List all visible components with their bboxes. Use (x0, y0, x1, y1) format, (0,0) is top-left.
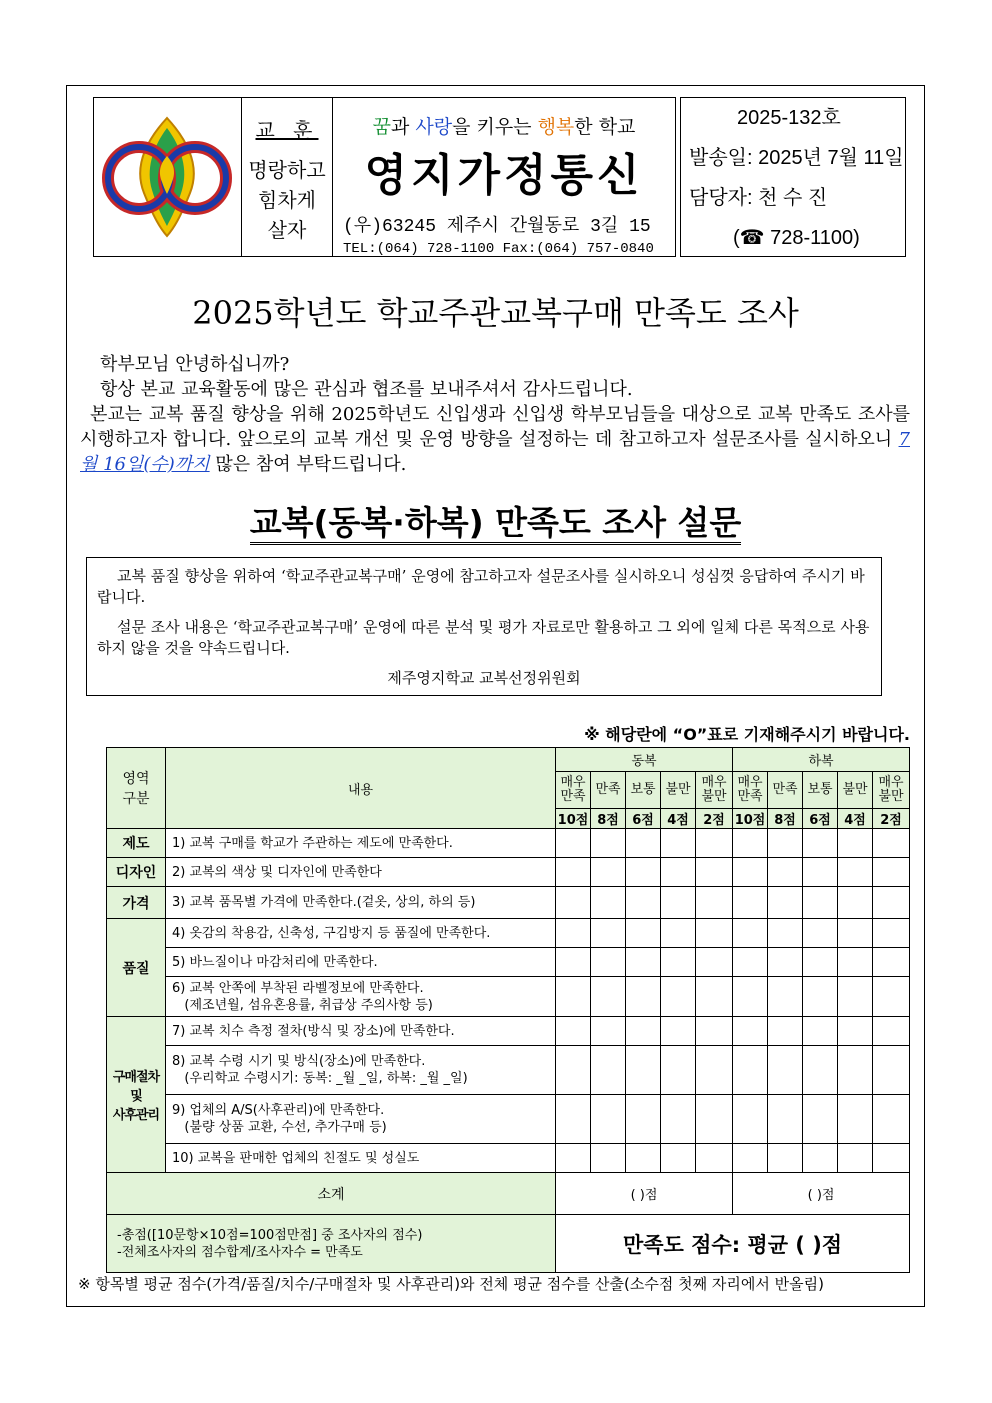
school-tel-fax: TEL:(064) 728-1100 Fax:(064) 757-0840 (343, 241, 654, 257)
answer-cell[interactable] (626, 919, 661, 948)
motto-line: 힘차게 (258, 188, 316, 212)
newsletter-header (93, 97, 676, 257)
table-row (107, 1017, 910, 1046)
answer-cell[interactable] (838, 1046, 873, 1095)
answer-cell[interactable] (661, 829, 696, 858)
answer-cell[interactable] (591, 919, 626, 948)
answer-cell[interactable] (873, 977, 910, 1017)
category-label: 디자인 (107, 858, 166, 887)
school-slogan: 꿈과 사랑을 키우는 행복한 학교 (372, 116, 636, 138)
table-row (107, 977, 910, 1017)
answer-cell[interactable] (591, 977, 626, 1017)
answer-cell[interactable] (696, 1144, 733, 1173)
answer-cell[interactable] (838, 1144, 873, 1173)
notice-paragraph: 설문 조사 내용은 ‘학교주관교복구매’ 운영에 따른 분석 및 평가 자료로만 활용하고 그 외에 일체 다른 목적으로 사용하지 않을 것을 약속드립니다. (97, 618, 870, 657)
answer-cell[interactable] (873, 948, 910, 977)
area-header: 영역 구분 (107, 748, 166, 829)
issue-number: 2025-132호 (737, 107, 841, 129)
answer-cell[interactable] (838, 1017, 873, 1046)
answer-cell[interactable] (768, 977, 803, 1017)
question: 10) 교복을 판매한 업체의 친절도 및 성실도 (166, 1144, 556, 1173)
school-logo (94, 98, 242, 256)
answer-cell[interactable] (696, 948, 733, 977)
answer-cell[interactable] (696, 1017, 733, 1046)
answer-cell[interactable] (838, 919, 873, 948)
notice-signature: 제주영지학교 교복선정위원회 (387, 669, 581, 687)
greeting: 학부모님 안녕하십니까? (100, 354, 290, 375)
answer-cell[interactable] (626, 977, 661, 1017)
table-row (107, 887, 910, 919)
answer-cell[interactable] (768, 948, 803, 977)
scale-header: 불만 (661, 772, 696, 809)
scale-header: 보통 (626, 772, 661, 809)
answer-cell[interactable] (873, 1144, 910, 1173)
subtotal-label: 소계 (107, 1173, 556, 1215)
table-row (107, 858, 910, 887)
subtotal-row (107, 1173, 910, 1215)
answer-cell[interactable] (768, 858, 803, 887)
intro-text (80, 352, 910, 477)
points-header: 2점 (873, 809, 910, 829)
table-row (107, 1095, 910, 1144)
answer-cell[interactable] (591, 948, 626, 977)
notice-paragraph: 교복 품질 향상을 위하여 ‘학교주관교복구매’ 운영에 참고하고자 설문조사를 실시하오니 성심껏 응답하여 주시기 바랍니다. (97, 567, 865, 606)
answer-cell[interactable] (873, 1095, 910, 1144)
answer-cell[interactable] (803, 1095, 838, 1144)
answer-cell[interactable] (591, 1046, 626, 1095)
answer-cell[interactable] (696, 977, 733, 1017)
answer-cell[interactable] (873, 1017, 910, 1046)
intro-body: 본교는 교복 품질 향상을 위해 2025학년도 신입생과 신입생 학부모님들을 대상으로 교복 만족도 조사를 시행하고자 합니다. 앞으로의 교복 개선 및 운영 방향을 설정하는 데 참고하고자 설문조사를 실시하오니 7월 16일(수)까지 많은 참여 부탁드립니다. (80, 404, 910, 475)
table-row (107, 919, 910, 948)
answer-cell[interactable] (696, 919, 733, 948)
answer-cell[interactable] (661, 977, 696, 1017)
answer-cell[interactable] (838, 858, 873, 887)
answer-cell[interactable] (733, 1046, 768, 1095)
points-header: 8점 (768, 809, 803, 829)
scale-header: 매우 만족 (556, 772, 591, 809)
answer-cell[interactable] (556, 829, 591, 858)
answer-cell[interactable] (626, 1095, 661, 1144)
answer-cell[interactable] (661, 948, 696, 977)
survey-notice (86, 557, 882, 696)
answer-cell[interactable] (591, 1144, 626, 1173)
answer-cell[interactable] (661, 887, 696, 919)
answer-cell[interactable] (556, 1046, 591, 1095)
contact-person: 담당자: 천 수 진 (689, 187, 828, 209)
winter-header: 동복 (556, 748, 733, 772)
points-header: 10점 (556, 809, 591, 829)
table-row (107, 829, 910, 858)
survey-table (106, 747, 910, 1273)
school-motto (242, 98, 333, 256)
question: 1) 교복 구매를 학교가 주관하는 제도에 만족한다. (166, 829, 556, 858)
answer-cell[interactable] (803, 977, 838, 1017)
question: 7) 교복 치수 측정 절차(방식 및 장소)에 만족한다. (166, 1017, 556, 1046)
page-title: 2025학년도 학교주관교복구매 만족도 조사 (192, 294, 799, 332)
answer-cell[interactable] (626, 1017, 661, 1046)
answer-cell[interactable] (838, 887, 873, 919)
question: 6) 교복 안쪽에 부착된 라벨정보에 만족한다. (제조년월, 섬유혼용률, 취급상 주의사항 등) (166, 977, 556, 1017)
school-address: (우)63245 제주시 간월동로 3길 15 (343, 217, 651, 237)
answer-cell[interactable] (768, 1144, 803, 1173)
scale-header: 만족 (768, 772, 803, 809)
answer-cell[interactable] (733, 1017, 768, 1046)
subtotal-winter[interactable]: ( )점 (556, 1173, 733, 1215)
answer-cell[interactable] (838, 1095, 873, 1144)
answer-cell[interactable] (661, 1144, 696, 1173)
answer-cell[interactable] (803, 919, 838, 948)
answer-cell[interactable] (696, 829, 733, 858)
answer-cell[interactable] (626, 1046, 661, 1095)
answer-cell[interactable] (873, 1046, 910, 1095)
question: 5) 바느질이나 마감처리에 만족한다. (166, 948, 556, 977)
answer-cell[interactable] (803, 948, 838, 977)
answer-cell[interactable] (661, 1095, 696, 1144)
answer-cell[interactable] (733, 1144, 768, 1173)
table-row (107, 948, 910, 977)
answer-cell[interactable] (768, 887, 803, 919)
answer-cell[interactable] (626, 858, 661, 887)
answer-cell[interactable] (626, 887, 661, 919)
answer-cell[interactable] (873, 829, 910, 858)
answer-cell[interactable] (556, 887, 591, 919)
issue-info (680, 97, 906, 257)
answer-cell[interactable] (838, 977, 873, 1017)
answer-cell[interactable] (803, 887, 838, 919)
scale-header: 매우 불만 (873, 772, 910, 809)
answer-cell[interactable] (733, 1095, 768, 1144)
issue-date: 발송일: 2025년 7월 11일 (689, 147, 904, 169)
points-header: 10점 (733, 809, 768, 829)
scale-header: 매우 불만 (696, 772, 733, 809)
scale-header: 만족 (591, 772, 626, 809)
satisfaction-score[interactable]: 만족도 점수: 평균 ( )점 (556, 1215, 910, 1273)
answer-cell[interactable] (556, 1095, 591, 1144)
category-label: 구매절차 및 사후관리 (107, 1017, 166, 1173)
scale-header: 불만 (838, 772, 873, 809)
answer-cell[interactable] (556, 919, 591, 948)
summer-header: 하복 (733, 748, 910, 772)
answer-cell[interactable] (696, 858, 733, 887)
answer-cell[interactable] (803, 858, 838, 887)
deadline: 7월 16일(수)까지 (80, 429, 910, 475)
answer-cell[interactable] (733, 858, 768, 887)
category-label: 품질 (107, 919, 166, 1017)
answer-cell[interactable] (768, 919, 803, 948)
answer-cell[interactable] (733, 977, 768, 1017)
answer-cell[interactable] (556, 1144, 591, 1173)
thanks: 항상 본교 교육활동에 많은 관심과 협조를 보내주셔서 감사드립니다. (100, 379, 633, 400)
score-row (107, 1215, 910, 1273)
answer-cell[interactable] (661, 919, 696, 948)
survey-title: 교복(동복·하복) 만족도 조사 설문 (66, 497, 925, 544)
question: 8) 교복 수령 시기 및 방식(장소)에 만족한다. (우리학교 수령시기: 동복: _월 _일, 하복: _월 _일) (166, 1046, 556, 1095)
category-label: 가격 (107, 887, 166, 919)
answer-cell[interactable] (733, 829, 768, 858)
question: 3) 교복 품목별 가격에 만족한다.(겉옷, 상의, 하의 등) (166, 887, 556, 919)
answer-cell[interactable] (803, 829, 838, 858)
answer-cell[interactable] (768, 1095, 803, 1144)
question: 4) 옷감의 착용감, 신축성, 구김방지 등 품질에 만족한다. (166, 919, 556, 948)
answer-cell[interactable] (661, 1046, 696, 1095)
answer-cell[interactable] (873, 887, 910, 919)
table-row (107, 1144, 910, 1173)
answer-cell[interactable] (873, 858, 910, 887)
scale-header: 보통 (803, 772, 838, 809)
answer-cell[interactable] (591, 887, 626, 919)
answer-cell[interactable] (803, 1017, 838, 1046)
points-header: 2점 (696, 809, 733, 829)
answer-cell[interactable] (768, 829, 803, 858)
answer-cell[interactable] (696, 1046, 733, 1095)
motto-line: 살자 (267, 218, 307, 242)
header-center (333, 98, 675, 256)
answer-cell[interactable] (626, 1144, 661, 1173)
answer-cell[interactable] (556, 858, 591, 887)
motto-title: 교 훈 (255, 118, 319, 142)
answer-cell[interactable] (591, 829, 626, 858)
points-header: 4점 (838, 809, 873, 829)
subtotal-summer[interactable]: ( )점 (733, 1173, 910, 1215)
scale-header: 매우 만족 (733, 772, 768, 809)
answer-cell[interactable] (873, 919, 910, 948)
answer-cell[interactable] (696, 887, 733, 919)
answer-cell[interactable] (661, 858, 696, 887)
answer-cell[interactable] (591, 858, 626, 887)
calculation-note: -총점([10문항×10점=100점만점] 중 조사자의 점수) -전체조사자의 점수합계/조사자수 = 만족도 (107, 1215, 556, 1273)
answer-cell[interactable] (591, 1095, 626, 1144)
motto-line: 명랑하고 (248, 158, 326, 182)
category-label: 제도 (107, 829, 166, 858)
question: 2) 교복의 색상 및 디자인에 만족한다 (166, 858, 556, 887)
answer-cell[interactable] (768, 1046, 803, 1095)
answer-cell[interactable] (556, 1017, 591, 1046)
question: 9) 업체의 A/S(사후관리)에 만족한다. (불량 상품 교환, 수선, 추가구매 등) (166, 1095, 556, 1144)
answer-cell[interactable] (556, 948, 591, 977)
answer-cell[interactable] (803, 1144, 838, 1173)
newsletter-name: 영지가정통신 (364, 150, 644, 201)
answer-cell[interactable] (733, 919, 768, 948)
answer-cell[interactable] (556, 977, 591, 1017)
table-row (107, 1046, 910, 1095)
answer-cell[interactable] (803, 1046, 838, 1095)
answer-cell[interactable] (591, 1017, 626, 1046)
points-header: 6점 (626, 809, 661, 829)
marking-instruction: ※ 해당란에 “O”표로 기재해주시기 바랍니다. (584, 725, 910, 744)
answer-cell[interactable] (733, 948, 768, 977)
answer-cell[interactable] (838, 948, 873, 977)
content-header: 내용 (166, 748, 556, 829)
answer-cell[interactable] (768, 1017, 803, 1046)
points-header: 8점 (591, 809, 626, 829)
answer-cell[interactable] (626, 829, 661, 858)
points-header: 6점 (803, 809, 838, 829)
contact-phone: (☎ 728-1100) (733, 227, 860, 249)
footnote: ※ 항목별 평균 점수(가격/품질/치수/구매절차 및 사후관리)와 전체 평균 점수를 산출(소수점 첫째 자리에서 반올림) (78, 1275, 824, 1293)
answer-cell[interactable] (733, 887, 768, 919)
answer-cell[interactable] (838, 829, 873, 858)
points-header: 4점 (661, 809, 696, 829)
answer-cell[interactable] (696, 1095, 733, 1144)
answer-cell[interactable] (626, 948, 661, 977)
answer-cell[interactable] (661, 1017, 696, 1046)
